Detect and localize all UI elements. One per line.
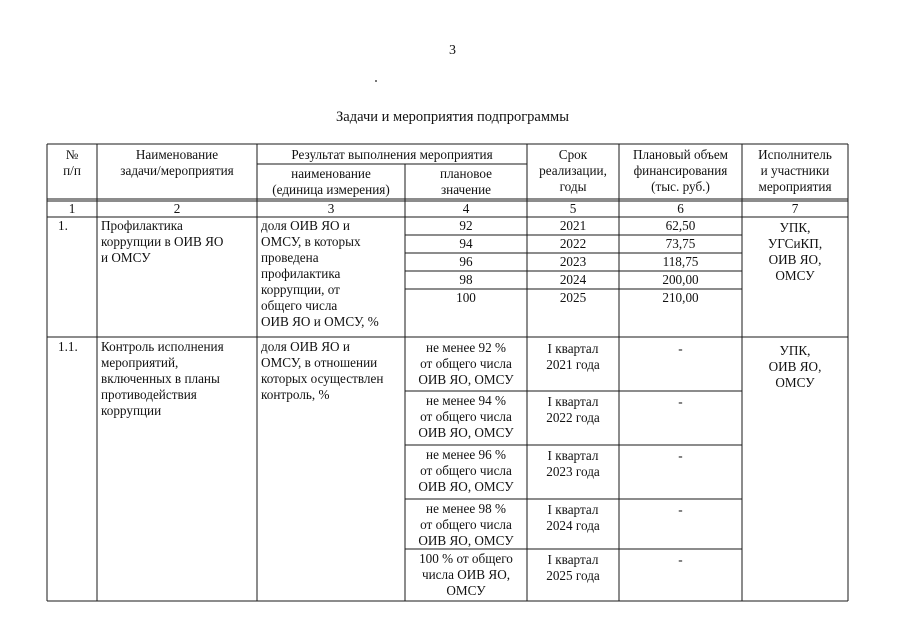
row1-finance: 62,50 [665, 218, 696, 233]
col-number: 7 [791, 201, 799, 216]
row2-finance: - [678, 341, 683, 356]
row2-term: I квартал 2023 года [546, 448, 600, 479]
header-result: Результат выполнения мероприятия [291, 147, 493, 162]
col-number: 3 [327, 201, 335, 216]
row2-finance: - [678, 394, 683, 409]
header-num: № п/п [63, 147, 81, 178]
header-term: Срок реализации, годы [539, 147, 607, 194]
row2-value: не менее 96 % от общего числа ОИВ ЯО, ОМСУ [418, 447, 514, 494]
header-finance: Плановый объем финансирования (тыс. руб.) [632, 147, 729, 194]
header-executor: Исполнитель и участники мероприятия [758, 147, 832, 194]
row1-value: 98 [459, 272, 473, 287]
row2-term: I квартал 2022 года [546, 394, 600, 425]
row2-finance: - [678, 552, 683, 567]
row1-num: 1. [58, 218, 68, 233]
row1-finance: 210,00 [662, 290, 699, 305]
scan-speck [375, 80, 377, 82]
row1-indicator: доля ОИВ ЯО и ОМСУ, в которых проведена профилактика коррупции, от общего числа ОИВ ЯО и ОМСУ, % [261, 218, 379, 329]
row2-value: не менее 94 % от общего числа ОИВ ЯО, ОМСУ [418, 393, 514, 440]
col-number: 6 [677, 201, 684, 216]
row1-finance: 118,75 [662, 254, 699, 269]
row2-term: I квартал 2021 года [546, 341, 600, 372]
row2-indicator: доля ОИВ ЯО и ОМСУ, в отношении которых осуществлен контроль, % [261, 339, 384, 402]
page-title: Задачи и мероприятия подпрограммы [336, 109, 569, 125]
header-result-name: наименование (единица измерения) [272, 166, 390, 197]
row1-year: 2024 [559, 272, 587, 287]
row1-year: 2022 [559, 236, 587, 251]
row2-term: I квартал 2025 года [546, 552, 600, 583]
row1-name: Профилактика коррупции в ОИВ ЯО и ОМСУ [101, 218, 224, 265]
col-number: 4 [462, 201, 470, 216]
row1-value: 94 [459, 236, 473, 251]
col-number: 1 [68, 201, 76, 216]
page-number: 3 [449, 43, 456, 58]
row1-value: 96 [459, 254, 473, 269]
row2-term: I квартал 2024 года [546, 502, 600, 533]
row2-finance: - [678, 502, 683, 517]
header-name: Наименование задачи/мероприятия [120, 147, 234, 178]
row1-year: 2023 [559, 254, 587, 269]
row1-executor: УПК, УГСиКП, ОИВ ЯО, ОМСУ [767, 220, 823, 283]
row2-num: 1.1. [58, 339, 78, 354]
row1-year: 2021 [559, 218, 587, 233]
row1-value: 92 [459, 218, 473, 233]
row2-value: не менее 92 % от общего числа ОИВ ЯО, ОМСУ [418, 340, 514, 387]
row2-value: 100 % от общего числа ОИВ ЯО, ОМСУ [419, 551, 513, 598]
row2-finance: - [678, 448, 683, 463]
row1-value: 100 [456, 290, 476, 305]
row1-finance: 200,00 [662, 272, 699, 287]
header-result-value: плановое значение [440, 166, 492, 197]
row2-value: не менее 98 % от общего числа ОИВ ЯО, ОМСУ [418, 501, 514, 548]
col-number: 2 [173, 201, 181, 216]
row1-finance: 73,75 [665, 236, 696, 251]
row1-year: 2025 [559, 290, 587, 305]
row2-name: Контроль исполнения мероприятий, включенных в планы противодействия коррупции [101, 339, 224, 418]
col-number: 5 [569, 201, 577, 216]
row2-executor: УПК, ОИВ ЯО, ОМСУ [768, 343, 822, 390]
